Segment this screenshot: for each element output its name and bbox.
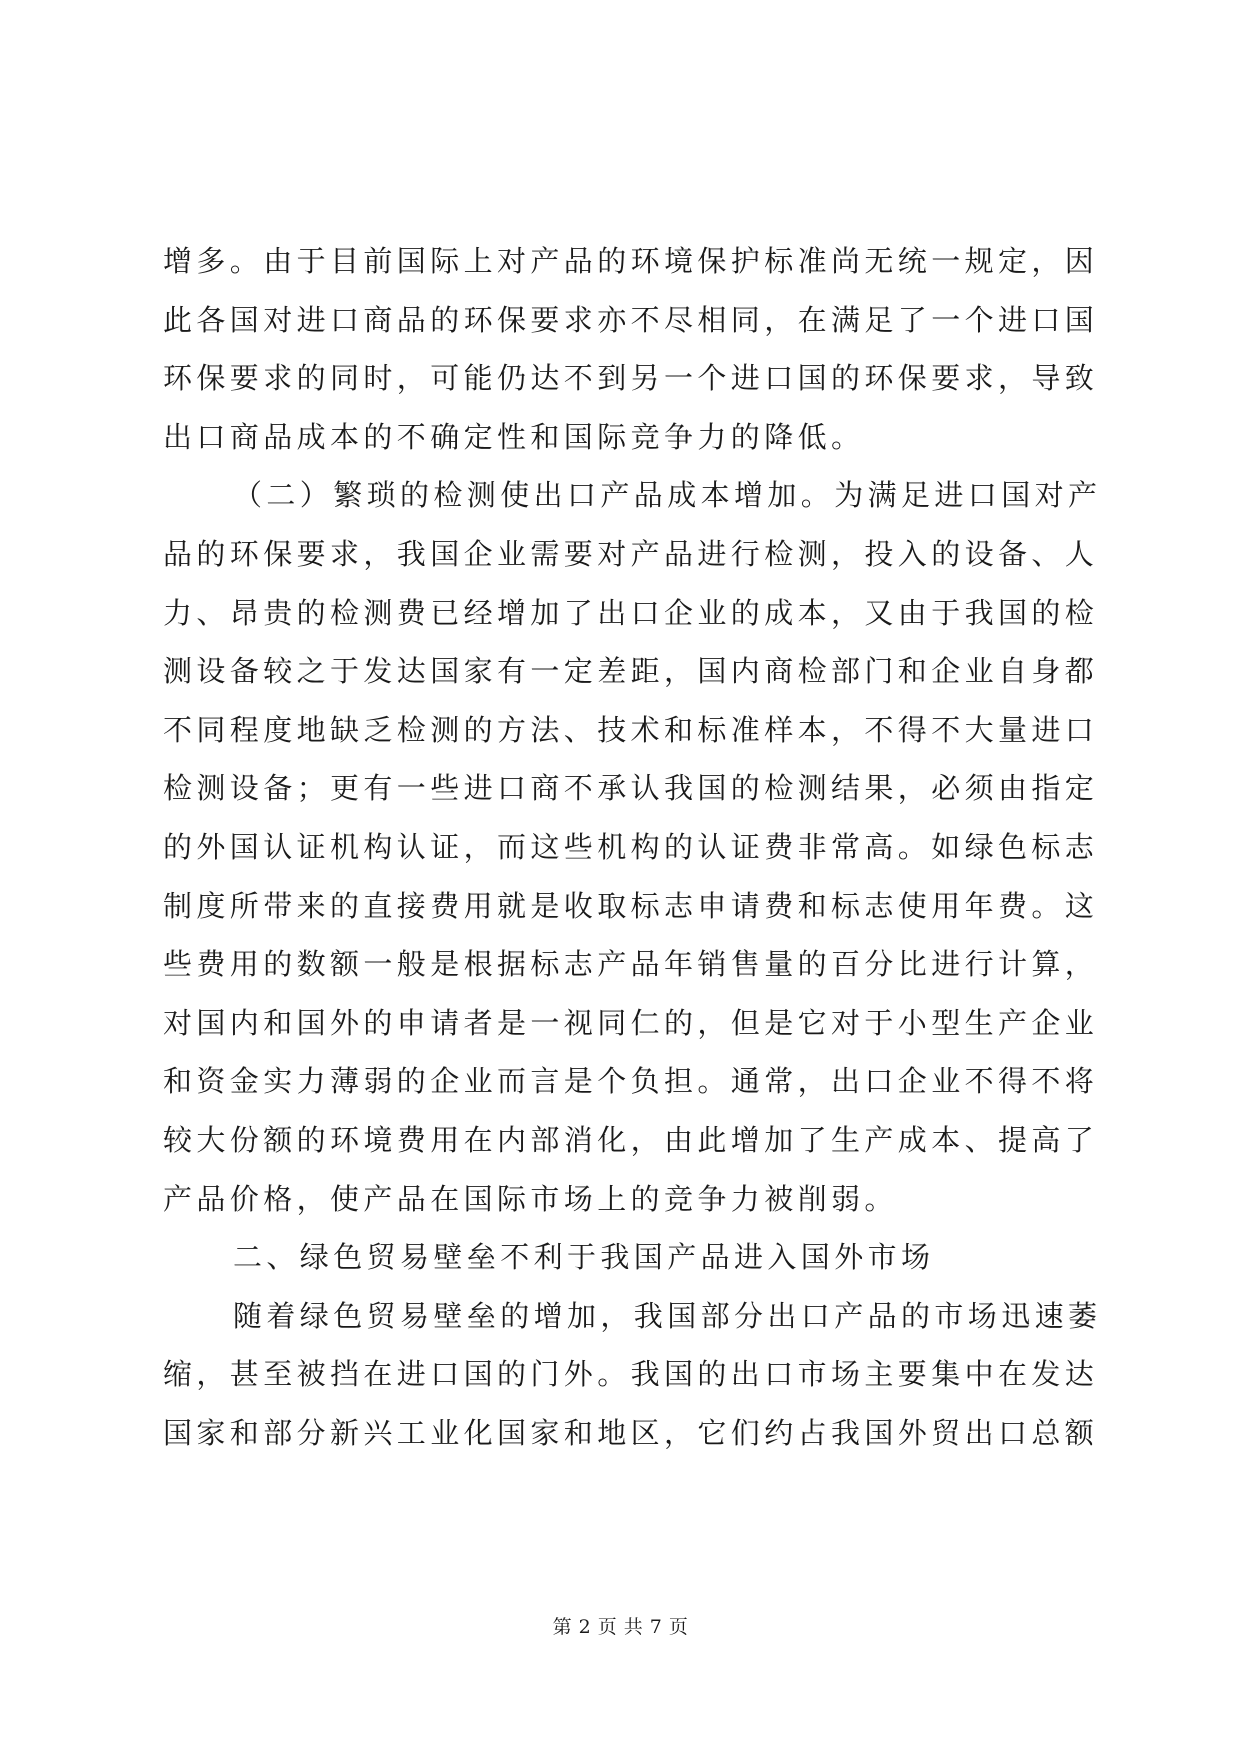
text-line: 国家和部分新兴工业化国家和地区，它们约占我国外贸出口总额	[163, 1415, 1099, 1450]
text-line: 力、昂贵的检测费已经增加了出口企业的成本，又由于我国的检	[163, 595, 1099, 630]
text-line: 些费用的数额一般是根据标志产品年销售量的百分比进行计算，	[163, 947, 1099, 982]
text-line: 对国内和国外的申请者是一视同仁的，但是它对于小型生产企业	[163, 1005, 1099, 1040]
text-line: 此各国对进口商品的环保要求亦不尽相同，在满足了一个进口国	[163, 302, 1099, 337]
paragraph-start-line: （二）繁琐的检测使出口产品成本增加。为满足进口国对产	[233, 478, 1102, 513]
text-line: 增多。由于目前国际上对产品的环境保护标准尚无统一规定，因	[163, 244, 1099, 278]
text-line: 缩，甚至被挡在进口国的门外。我国的出口市场主要集中在发达	[163, 1357, 1099, 1392]
page-footer	[0, 1612, 1241, 1639]
text-line: 检测设备；更有一些进口商不承认我国的检测结果，必须由指定	[163, 771, 1099, 806]
text-line: 较大份额的环境费用在内部消化，由此增加了生产成本、提高了	[163, 1122, 1099, 1157]
text-line: 和资金实力薄弱的企业而言是个负担。通常，出口企业不得不将	[163, 1064, 1099, 1099]
body-text	[163, 232, 1102, 1462]
text-line: 品的环保要求，我国企业需要对产品进行检测，投入的设备、人	[163, 536, 1099, 571]
paragraph-start-line: 随着绿色贸易壁垒的增加，我国部分出口产品的市场迅速萎	[233, 1298, 1102, 1333]
section-heading: 二、绿色贸易壁垒不利于我国产品进入国外市场	[233, 1240, 935, 1275]
text-line: 环保要求的同时，可能仍达不到另一个进口国的环保要求，导致	[163, 361, 1099, 396]
text-line: 制度所带来的直接费用就是收取标志申请费和标志使用年费。这	[163, 888, 1099, 923]
text-line: 出口商品成本的不确定性和国际竞争力的降低。	[163, 419, 865, 454]
text-line: 不同程度地缺乏检测的方法、技术和标准样本，不得不大量进口	[163, 712, 1099, 747]
text-line: 产品价格，使产品在国际市场上的竞争力被削弱。	[163, 1181, 898, 1216]
text-line: 测设备较之于发达国家有一定差距，国内商检部门和企业自身都	[163, 654, 1099, 689]
text-line: 的外国认证机构认证，而这些机构的认证费非常高。如绿色标志	[163, 829, 1099, 864]
page-indicator: 第 2 页 共 7 页	[552, 1616, 689, 1638]
